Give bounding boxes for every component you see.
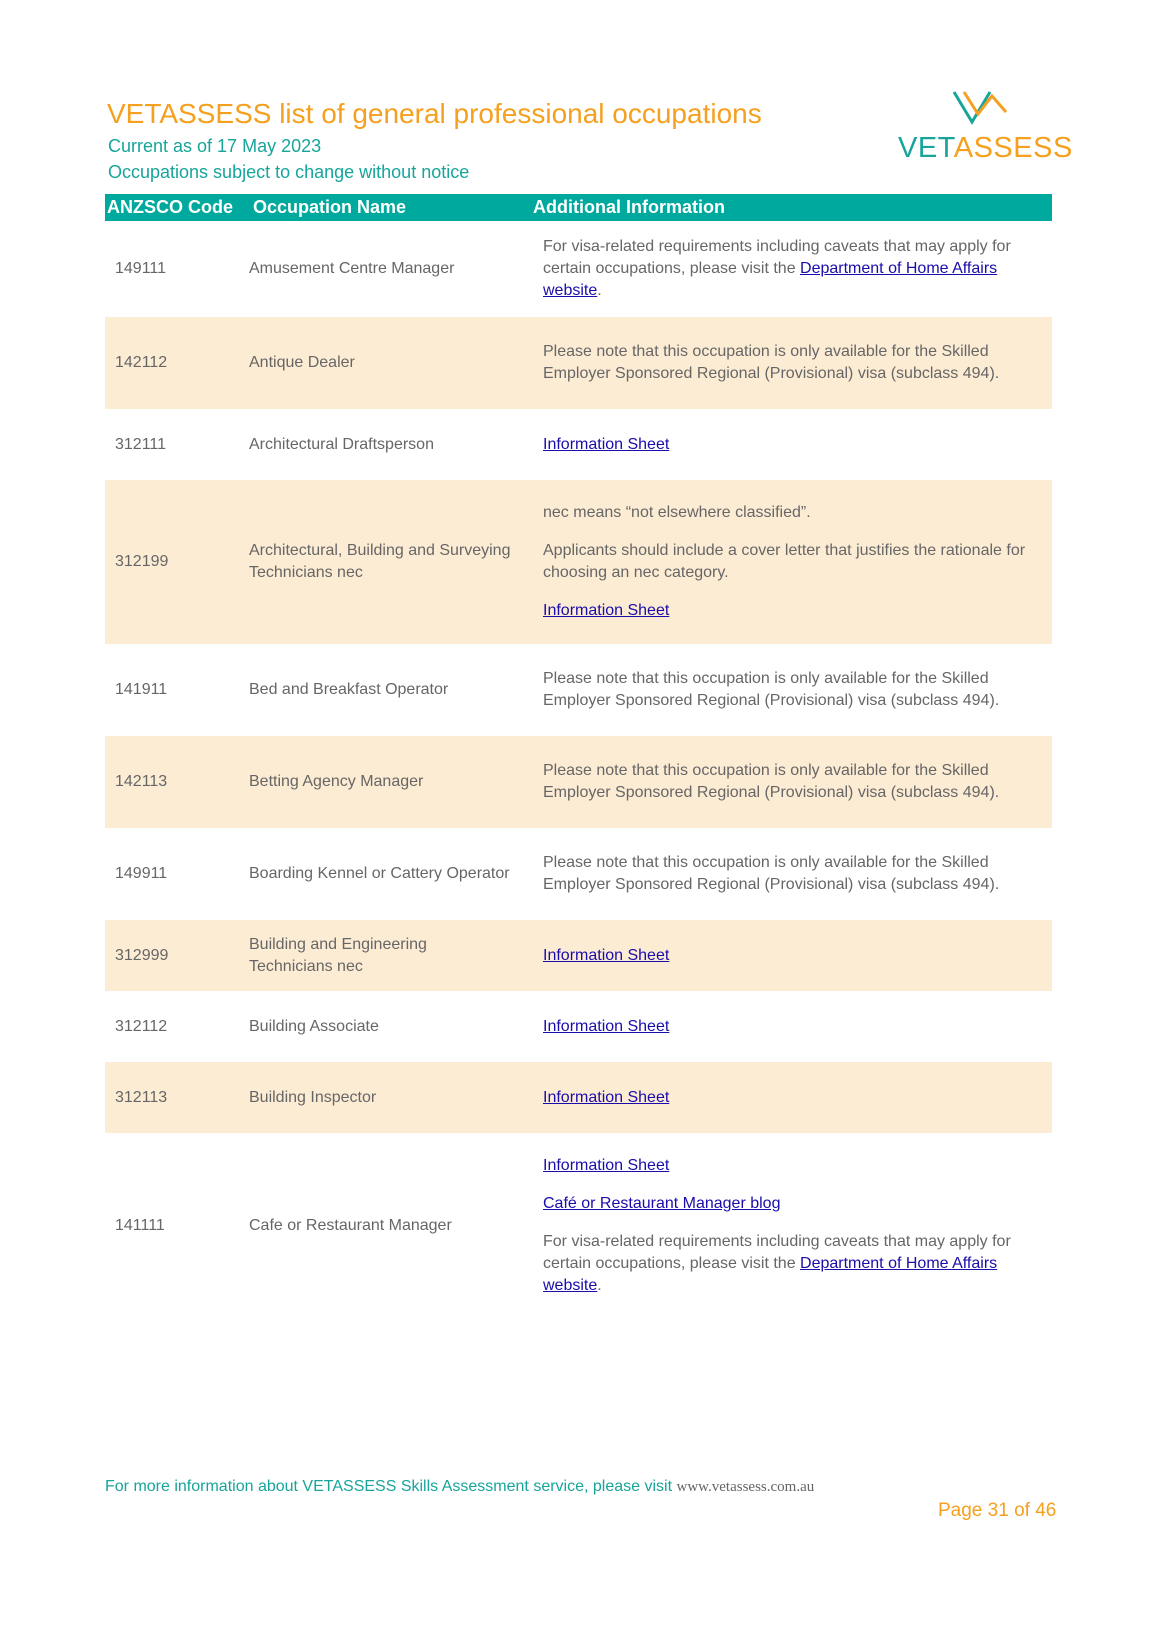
logo-mark-icon [948, 86, 1012, 130]
additional-info-cell [533, 341, 1052, 385]
occupation-name-cell: Amusement Centre Manager [249, 260, 455, 277]
additional-info-cell [533, 434, 1052, 456]
info-text-suffix: . [597, 1276, 602, 1294]
occupation-name-cell: Building and Engineering Technicians nec [249, 935, 427, 975]
anzsco-code-cell: 312112 [115, 1017, 168, 1035]
table-row [105, 991, 1052, 1062]
current-date-subtitle: Current as of 17 May 2023 [108, 136, 322, 156]
anzsco-code-cell: 149111 [115, 260, 167, 277]
vetassess-logo [898, 84, 1073, 164]
anzsco-code-cell: 142112 [115, 354, 168, 371]
table-body [105, 221, 1052, 1318]
info-paragraph [543, 502, 1044, 524]
anzsco-code-cell: 141111 [115, 1216, 165, 1234]
table-row [105, 221, 1052, 317]
occupation-name-cell: Cafe or Restaurant Manager [249, 1216, 452, 1234]
header-additional-info: Additional Information [533, 197, 725, 217]
info-paragraph [543, 852, 1044, 896]
header-occupation-name: Occupation Name [253, 197, 407, 217]
info-paragraph [543, 434, 1044, 456]
additional-info-cell [533, 945, 1052, 967]
additional-info-cell [533, 1016, 1052, 1038]
additional-info-cell [533, 236, 1052, 302]
occupation-name-cell: Architectural, Building and Surveying Technicians nec [249, 542, 511, 581]
info-text: Please note that this occupation is only available for the Skilled Employer Sponsored Regional (Provisional) visa (subclass 494). [543, 854, 1000, 893]
occupation-name-cell: Building Inspector [249, 1088, 377, 1106]
info-paragraph [543, 1087, 1044, 1109]
blog-link[interactable]: Café or Restaurant Manager blog [543, 1194, 781, 1212]
additional-info-cell [533, 1087, 1052, 1109]
anzsco-code-cell: 149911 [115, 865, 168, 882]
anzsco-code-cell: 141911 [115, 681, 168, 698]
information-sheet-link[interactable]: Information Sheet [543, 1156, 670, 1174]
change-notice-subtitle: Occupations subject to change without notice [108, 162, 470, 182]
info-text: Please note that this occupation is only available for the Skilled Employer Sponsored Regional (Provisional) visa (subclass 494). [543, 670, 1000, 709]
anzsco-code-cell: 312111 [115, 435, 167, 453]
info-text: Please note that this occupation is only available for the Skilled Employer Sponsored Regional (Provisional) visa (subclass 494). [543, 343, 1000, 382]
table-row [105, 1062, 1052, 1133]
info-paragraph [543, 1155, 1044, 1177]
information-sheet-link[interactable]: Information Sheet [543, 946, 670, 964]
info-text: Please note that this occupation is only available for the Skilled Employer Sponsored Regional (Provisional) visa (subclass 494). [543, 762, 1000, 801]
table-row [105, 736, 1052, 828]
table-row [105, 409, 1052, 480]
additional-info-cell [533, 852, 1052, 896]
anzsco-code-cell: 142113 [115, 773, 168, 790]
page-number: Page 31 of 46 [938, 1500, 1057, 1521]
home-affairs-link[interactable]: Department of Home Affairs website [543, 260, 998, 299]
logo-wordmark [898, 132, 1073, 165]
anzsco-code-cell: 312199 [115, 553, 169, 570]
additional-info-cell [533, 668, 1052, 712]
occupations-table [105, 194, 1052, 1318]
additional-info-cell [533, 502, 1052, 622]
information-sheet-link[interactable]: Information Sheet [543, 435, 670, 453]
logo-text-assess: ASSESS [953, 132, 1073, 164]
info-paragraph [543, 341, 1044, 385]
occupation-name-cell: Boarding Kennel or Cattery Operator [249, 865, 510, 882]
occupation-name-cell: Antique Dealer [249, 354, 355, 371]
info-text: For visa-related requirements including caveats that may apply for certain occupations, please visit the [543, 1232, 1011, 1272]
anzsco-code-cell: 312999 [115, 946, 169, 964]
info-paragraph [543, 760, 1044, 804]
additional-info-cell [533, 760, 1052, 804]
info-text-suffix: . [597, 282, 602, 299]
table-row [105, 317, 1052, 409]
occupation-name-cell: Bed and Breakfast Operator [249, 681, 449, 698]
header-anzsco-code: ANZSCO Code [107, 197, 233, 217]
footer-text: For more information about VETASSESS Skills Assessment service, please visit [105, 1478, 677, 1495]
table-row [105, 480, 1052, 644]
info-text: For visa-related requirements including caveats that may apply for certain occupations, please visit the [543, 238, 1011, 277]
occupation-name-cell: Architectural Draftsperson [249, 435, 434, 453]
occupation-name-cell: Betting Agency Manager [249, 773, 424, 790]
anzsco-code-cell: 312113 [115, 1088, 168, 1106]
footer-info [105, 1478, 814, 1496]
info-paragraph [543, 1016, 1044, 1038]
additional-info-cell [533, 1155, 1052, 1297]
table-row [105, 644, 1052, 736]
info-text: Applicants should include a cover letter that justifies the rationale for choosing an nec category. [543, 542, 1026, 581]
info-paragraph [543, 1193, 1044, 1215]
information-sheet-link[interactable]: Information Sheet [543, 1017, 670, 1035]
info-paragraph [543, 668, 1044, 712]
footer-url: www.vetassess.com.au [676, 1479, 815, 1495]
info-paragraph [543, 236, 1044, 302]
information-sheet-link[interactable]: Information Sheet [543, 1088, 670, 1106]
home-affairs-link[interactable]: Department of Home Affairs website [543, 1254, 998, 1294]
table-row [105, 1133, 1052, 1318]
table-row [105, 828, 1052, 920]
occupation-name-cell: Building Associate [249, 1017, 379, 1035]
info-paragraph [543, 945, 1044, 967]
table-header [105, 194, 1052, 221]
logo-text-vet: VET [898, 132, 954, 164]
page-title: VETASSESS list of general professional occupations [107, 98, 762, 129]
info-text: nec means “not elsewhere classified”. [543, 504, 811, 521]
info-paragraph [543, 1231, 1044, 1297]
information-sheet-link[interactable]: Information Sheet [543, 602, 670, 619]
info-paragraph [543, 600, 1044, 622]
info-paragraph [543, 540, 1044, 584]
table-row [105, 920, 1052, 991]
